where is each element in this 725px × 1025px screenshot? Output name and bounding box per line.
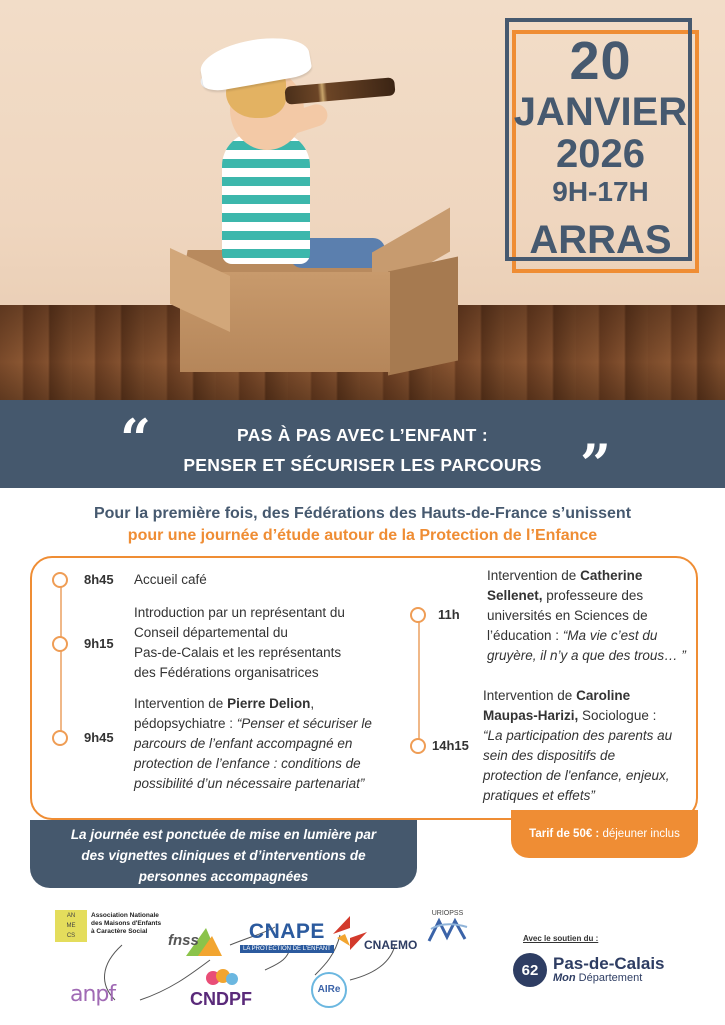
timeline-dot	[410, 738, 426, 754]
intro-line-1: Pour la première fois, des Fédérations des Hauts-de-France s’unissent	[93, 505, 632, 522]
cndpf-logo	[190, 968, 252, 1010]
time-label: 11h	[438, 607, 460, 622]
programme-item-delion	[134, 694, 372, 794]
cnaemo-logo: CNAEMO	[364, 938, 418, 952]
aire-logo	[311, 972, 347, 1008]
note-line: La journée est ponctuée de mise en lumière par	[70, 827, 377, 842]
page-title	[0, 420, 725, 480]
note-line: personnes accompagnées	[138, 869, 309, 884]
item-prefix: Intervention de	[487, 568, 581, 583]
talk-title: possibilité d’un nécessaire partenariat”	[134, 776, 365, 791]
item-punct: ,	[310, 696, 315, 711]
item-line	[134, 754, 372, 774]
timeline-right	[418, 612, 420, 748]
timeline-left	[60, 580, 62, 738]
programme-item-introduction	[134, 603, 345, 683]
logo-text: CNAPE	[248, 920, 325, 943]
timeline-dot	[52, 636, 68, 652]
event-city: ARRAS	[529, 218, 672, 262]
talk-title: sein des dispositifs de	[483, 748, 616, 763]
logo-text: URIOPSS	[431, 910, 464, 917]
logo-text: à Caractère Social	[91, 928, 148, 935]
logo-text: CS	[66, 933, 76, 939]
speaker-name: Caroline	[576, 688, 631, 703]
logo-text: CNDPF	[190, 989, 252, 1009]
time-label: 9h45	[84, 730, 114, 745]
item-prefix: Intervention de	[483, 688, 577, 703]
uriopss-logo	[425, 910, 470, 948]
cnape-logo	[240, 920, 334, 953]
event-day: 20	[569, 31, 632, 91]
title-line-1: PAS À PAS AVEC L’ENFANT :	[237, 425, 488, 445]
item-line	[483, 766, 672, 786]
pdc-subtitle	[553, 973, 665, 985]
talk-title: “La participation des parents au	[483, 728, 673, 743]
pdc-name: Pas-de-Calais	[553, 954, 665, 974]
item-line	[134, 694, 372, 714]
talk-title: “Ma vie c’est du	[562, 628, 658, 643]
talk-title: pratiques et effets”	[483, 788, 595, 803]
anmecs-name	[91, 912, 161, 936]
logo-text: AN	[66, 913, 76, 919]
logo-tagline: LA PROTECTION DE L'ENFANT	[240, 945, 334, 953]
event-month: JANVIER	[513, 90, 688, 134]
item-line: Introduction par un représentant du	[134, 605, 345, 620]
item-line	[483, 726, 672, 746]
logo-text: fnss	[168, 932, 199, 949]
talk-title: protection de l’enfance : conditions de	[134, 756, 361, 771]
speaker-name: Sellenet,	[487, 588, 543, 603]
price-badge	[511, 810, 698, 858]
item-line: Accueil café	[134, 572, 207, 587]
title-line-2: PENSER ET SÉCURISER LES PARCOURS	[183, 455, 542, 475]
item-prefix: Intervention de	[134, 696, 228, 711]
pdc-dept: Département	[575, 972, 643, 985]
programme-item-maupas	[483, 686, 672, 806]
note-line: des vignettes cliniques et d’interventions de	[81, 848, 366, 863]
logo-text: ME	[66, 923, 76, 929]
item-line	[134, 714, 372, 734]
price-label: Tarif de 50€ :	[529, 828, 600, 840]
item-line	[487, 566, 686, 586]
event-date	[509, 30, 692, 260]
anmecs-logo	[55, 910, 87, 942]
pdc-mon: Mon	[553, 972, 576, 985]
programme-item-sellenet	[487, 566, 686, 666]
cnaemo-mark-icon	[333, 916, 367, 950]
item-line: des Fédérations organisatrices	[134, 665, 319, 680]
item-line: Conseil départemental du	[134, 625, 288, 640]
highlights-note	[30, 820, 417, 888]
talk-title: protection de l'enfance, enjeux,	[483, 768, 670, 783]
quote-close-icon: ”	[580, 432, 612, 496]
pdc-number: 62	[513, 953, 547, 987]
logo-text: Association Nationale	[91, 912, 159, 919]
hero-photo	[0, 0, 725, 400]
item-line	[487, 606, 686, 626]
item-line	[487, 626, 686, 646]
speaker-name: Pierre Delion	[227, 696, 311, 711]
item-line	[483, 746, 672, 766]
anpf-logo: anpf	[70, 982, 116, 1007]
speaker-role: professeure des	[542, 588, 644, 603]
programme-item-accueil	[134, 570, 207, 590]
cnaemo-arrows-icon	[333, 916, 367, 950]
speaker-name: Catherine	[580, 568, 643, 583]
item-line	[134, 734, 372, 754]
timeline-dot	[52, 572, 68, 588]
time-label: 8h45	[84, 572, 114, 587]
telescope-icon	[284, 77, 395, 105]
price-detail: déjeuner inclus	[599, 828, 680, 840]
talk-title: gruyère, il n’y a que des trous… ”	[487, 648, 686, 663]
child-shirt	[222, 132, 310, 264]
event-hours: 9H-17H	[552, 176, 649, 207]
speaker-role: Sociologue :	[578, 708, 657, 723]
event-year: 2026	[556, 132, 645, 176]
speaker-role: pédopsychiatre :	[134, 716, 237, 731]
support-label: Avec le soutien du :	[523, 934, 599, 943]
speaker-role: l’éducation :	[487, 628, 563, 643]
item-line	[483, 786, 672, 806]
quote-open-icon: “	[120, 407, 152, 471]
item-line	[483, 686, 672, 706]
uriopss-wave-icon	[425, 917, 470, 943]
box-side	[388, 257, 458, 376]
speaker-role: universités en Sciences de	[487, 608, 648, 623]
talk-title: parcours de l’enfant accompagné en	[134, 736, 353, 751]
logo-text: des Maisons d'Enfants	[91, 920, 162, 927]
timeline-dot	[410, 607, 426, 623]
cndpf-figures-icon	[201, 968, 241, 988]
logo-text: AIRe	[317, 984, 341, 995]
time-label: 14h15	[432, 738, 469, 753]
pas-de-calais-logo	[513, 953, 665, 987]
item-line	[134, 774, 372, 794]
pdc-text	[553, 955, 665, 984]
intro-line-2: pour une journée d’étude autour de la Protection de l’Enfance	[127, 527, 598, 544]
talk-title: “Penser et sécuriser le	[236, 716, 372, 731]
item-line: Pas-de-Calais et les représentants	[134, 645, 342, 660]
time-label: 9h15	[84, 636, 114, 651]
item-line	[483, 706, 672, 726]
item-line	[487, 586, 686, 606]
intro-text	[0, 503, 725, 547]
timeline-dot	[52, 730, 68, 746]
item-line	[487, 646, 686, 666]
fnss-logo	[168, 922, 222, 958]
speaker-name: Maupas-Harizi,	[483, 708, 579, 723]
